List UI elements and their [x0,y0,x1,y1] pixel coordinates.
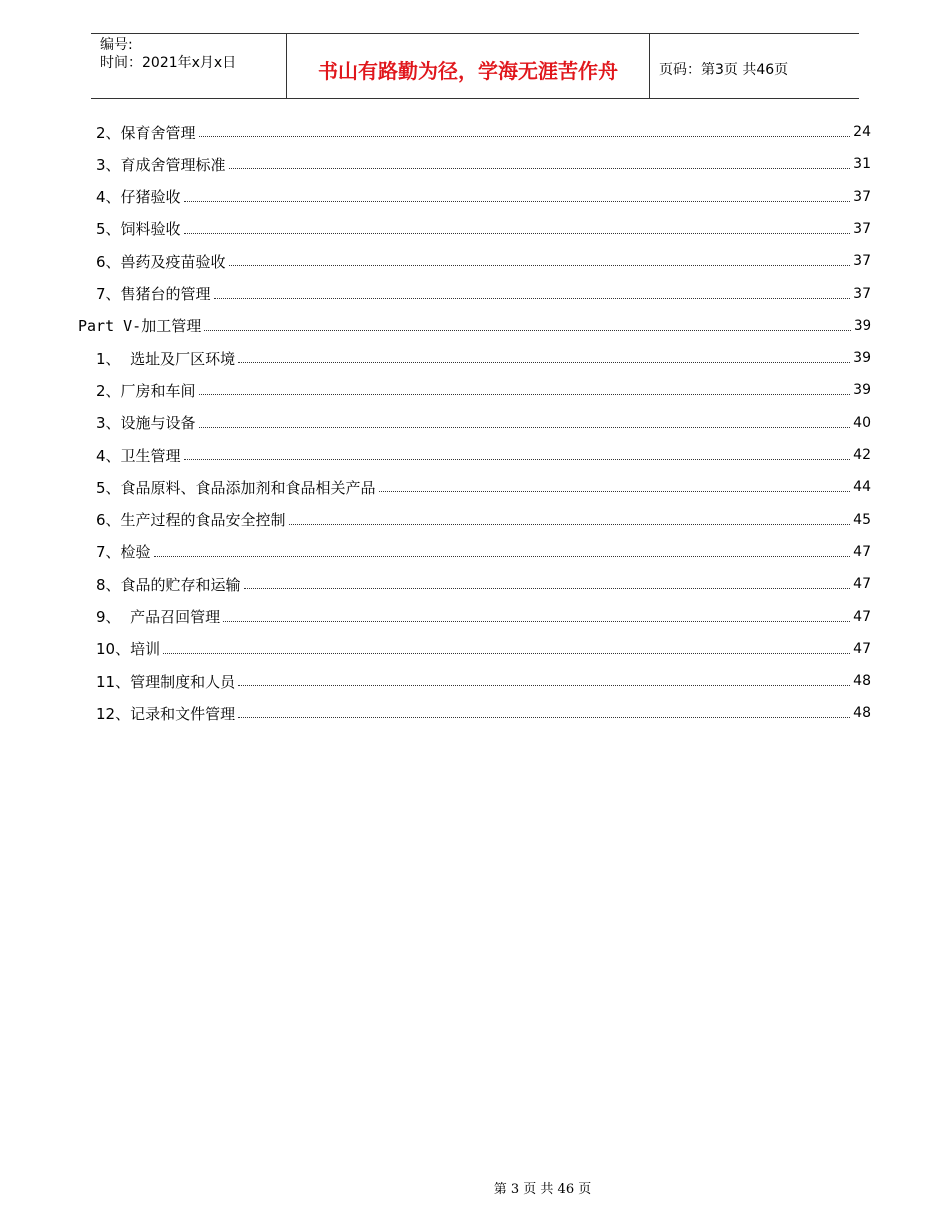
toc-leader-dots [244,587,851,589]
toc-leader-dots [229,264,851,266]
toc-leader-dots [238,684,850,686]
toc-entry[interactable] [96,439,871,471]
toc-entry-page: 39 [853,382,871,399]
toc-entry-page: 45 [853,511,871,528]
toc-leader-dots [289,523,851,525]
toc-entry-label: 4、仔猪验收 [96,188,181,207]
toc-entry[interactable] [96,568,871,600]
toc-entry-label: 7、检验 [96,543,151,562]
toc-leader-dots [199,393,851,395]
toc-leader-dots [214,297,851,299]
toc-entry-page: 47 [853,640,871,657]
toc-entry[interactable] [96,374,871,406]
toc-entry-page: 44 [853,479,871,496]
toc-leader-dots [238,361,850,363]
toc-entry-label: 2、保育舍管理 [96,123,196,142]
toc-leader-dots [204,329,851,331]
toc-entry-label: 3、育成舍管理标准 [96,155,226,174]
toc-entry-page: 39 [854,317,871,334]
toc-entry-page: 47 [853,608,871,625]
toc-entry-label: 8、食品的贮存和运输 [96,575,241,594]
toc-entry[interactable] [96,633,871,665]
toc-entry-page: 48 [853,673,871,690]
toc-entry-page: 37 [853,188,871,205]
toc-entry[interactable] [96,697,871,729]
toc-entry[interactable] [96,601,871,633]
toc-entry[interactable] [96,407,871,439]
toc-leader-dots [154,555,851,557]
toc-leader-dots [184,458,851,460]
header-number-label: 编号: [100,37,133,53]
header-meta [100,36,236,72]
toc-entry-label: 4、卫生管理 [96,446,181,465]
toc-entry-label: 7、售猪台的管理 [96,285,211,303]
header-divider [649,34,650,98]
toc-entry[interactable] [96,536,871,568]
toc-leader-dots [223,620,850,622]
toc-entry-page: 40 [853,414,871,431]
toc-leader-dots [199,135,851,137]
toc-leader-dots [379,490,851,492]
toc-entry[interactable] [96,278,871,310]
toc-entry-label: 12、记录和文件管理 [96,704,236,723]
toc-entry-page: 37 [853,285,871,302]
toc-entry[interactable] [96,471,871,503]
toc-entry-page: 37 [853,253,871,270]
toc-entry-label: Part V-加工管理 [78,317,202,336]
toc-entry[interactable] [96,245,871,277]
toc-leader-dots [199,426,851,428]
toc-leader-dots [163,652,850,654]
toc-entry-label: 9、 产品召回管理 [96,608,221,626]
toc-entry[interactable] [96,342,871,374]
toc-entry-page: 42 [853,447,871,463]
toc-entry-page: 24 [853,124,871,140]
page-header [91,33,859,99]
toc-entry[interactable] [96,665,871,697]
toc-entry-page: 31 [853,156,871,173]
toc-entry-label: 6、兽药及疫苗验收 [96,252,226,271]
header-page-info: 页码：第3页 共46页 [659,62,789,78]
toc-entry-page: 39 [853,350,871,367]
toc-leader-dots [229,167,851,169]
toc-entry[interactable] [78,310,871,342]
toc-entry-label: 5、食品原料、食品添加剂和食品相关产品 [96,478,376,497]
toc-entry[interactable] [96,148,871,180]
toc-leader-dots [184,200,851,202]
toc-entry[interactable] [96,213,871,245]
toc-leader-dots [238,716,850,718]
header-motto: 书山有路勤为径，学海无涯苦作舟 [318,59,618,83]
page-footer: 第 3 页 共 46 页 [493,1182,592,1197]
toc-entry[interactable] [96,116,871,148]
toc-entry-label: 1、 选址及厂区环境 [96,349,236,368]
toc-entry-page: 47 [853,576,871,593]
toc-entry-label: 5、饲料验收 [96,220,181,239]
toc-entry-page: 47 [853,543,871,560]
toc-entry-label: 3、设施与设备 [96,414,196,433]
toc-entry-page: 48 [853,705,871,722]
toc-entry-label: 6、生产过程的食品安全控制 [96,511,286,530]
toc-entry-label: 10、培训 [96,640,161,659]
toc-leader-dots [184,232,851,234]
toc-entry-label: 11、管理制度和人员 [96,672,236,691]
toc-entry-page: 37 [853,220,871,237]
header-time-label: 时间：2021年x月x日 [100,55,237,71]
toc-entry-label: 2、厂房和车间 [96,381,196,400]
toc-entry[interactable] [96,181,871,213]
toc-entry[interactable] [96,504,871,536]
